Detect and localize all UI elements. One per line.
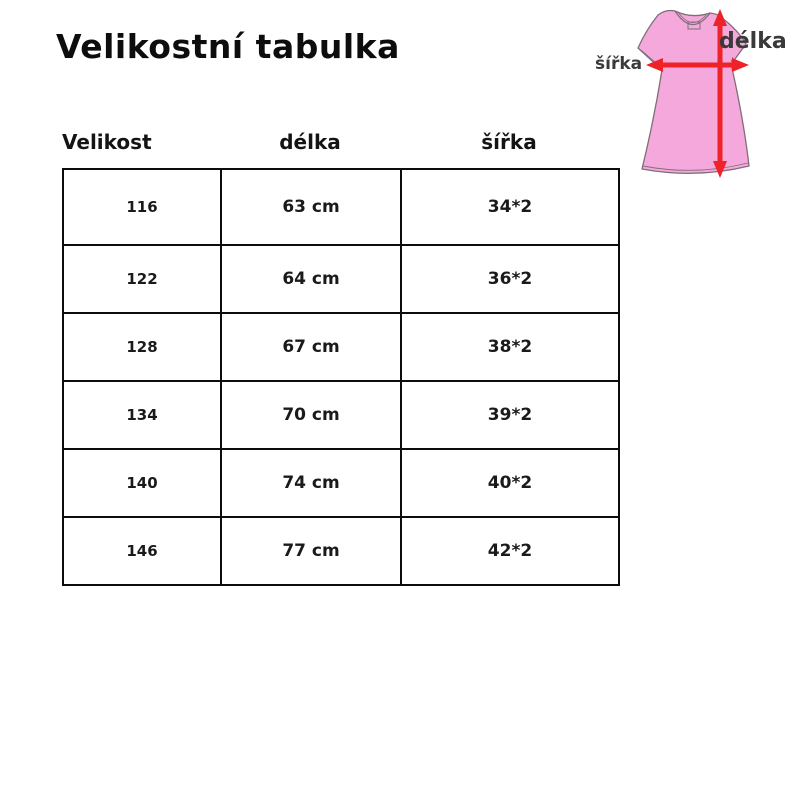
size-cell: 146 bbox=[63, 517, 221, 585]
length-cell: 63 cm bbox=[221, 169, 401, 245]
table-header-row bbox=[62, 129, 618, 155]
length-cell: 74 cm bbox=[221, 449, 401, 517]
table-row bbox=[63, 449, 619, 517]
table-row bbox=[63, 313, 619, 381]
size-cell: 134 bbox=[63, 381, 221, 449]
width-cell: 38*2 bbox=[401, 313, 619, 381]
width-cell: 39*2 bbox=[401, 381, 619, 449]
length-cell: 67 cm bbox=[221, 313, 401, 381]
sirka-label: šířka bbox=[595, 54, 643, 74]
length-cell: 70 cm bbox=[221, 381, 401, 449]
header-cell-velikost: Velikost bbox=[62, 130, 152, 154]
size-cell: 122 bbox=[63, 245, 221, 313]
table-row bbox=[63, 169, 619, 245]
header-cell-delka: délka bbox=[279, 130, 341, 154]
page-title: Velikostní tabulka bbox=[56, 27, 400, 66]
delka-label: délka bbox=[719, 29, 787, 54]
length-cell: 77 cm bbox=[221, 517, 401, 585]
length-cell: 64 cm bbox=[221, 245, 401, 313]
table-row bbox=[63, 381, 619, 449]
table-row bbox=[63, 517, 619, 585]
width-cell: 36*2 bbox=[401, 245, 619, 313]
width-cell: 42*2 bbox=[401, 517, 619, 585]
width-cell: 34*2 bbox=[401, 169, 619, 245]
width-cell: 40*2 bbox=[401, 449, 619, 517]
header-cell-sirka: šířka bbox=[481, 130, 537, 154]
size-cell: 140 bbox=[63, 449, 221, 517]
size-cell: 128 bbox=[63, 313, 221, 381]
size-cell: 116 bbox=[63, 169, 221, 245]
table-row bbox=[63, 245, 619, 313]
size-table bbox=[62, 168, 620, 586]
